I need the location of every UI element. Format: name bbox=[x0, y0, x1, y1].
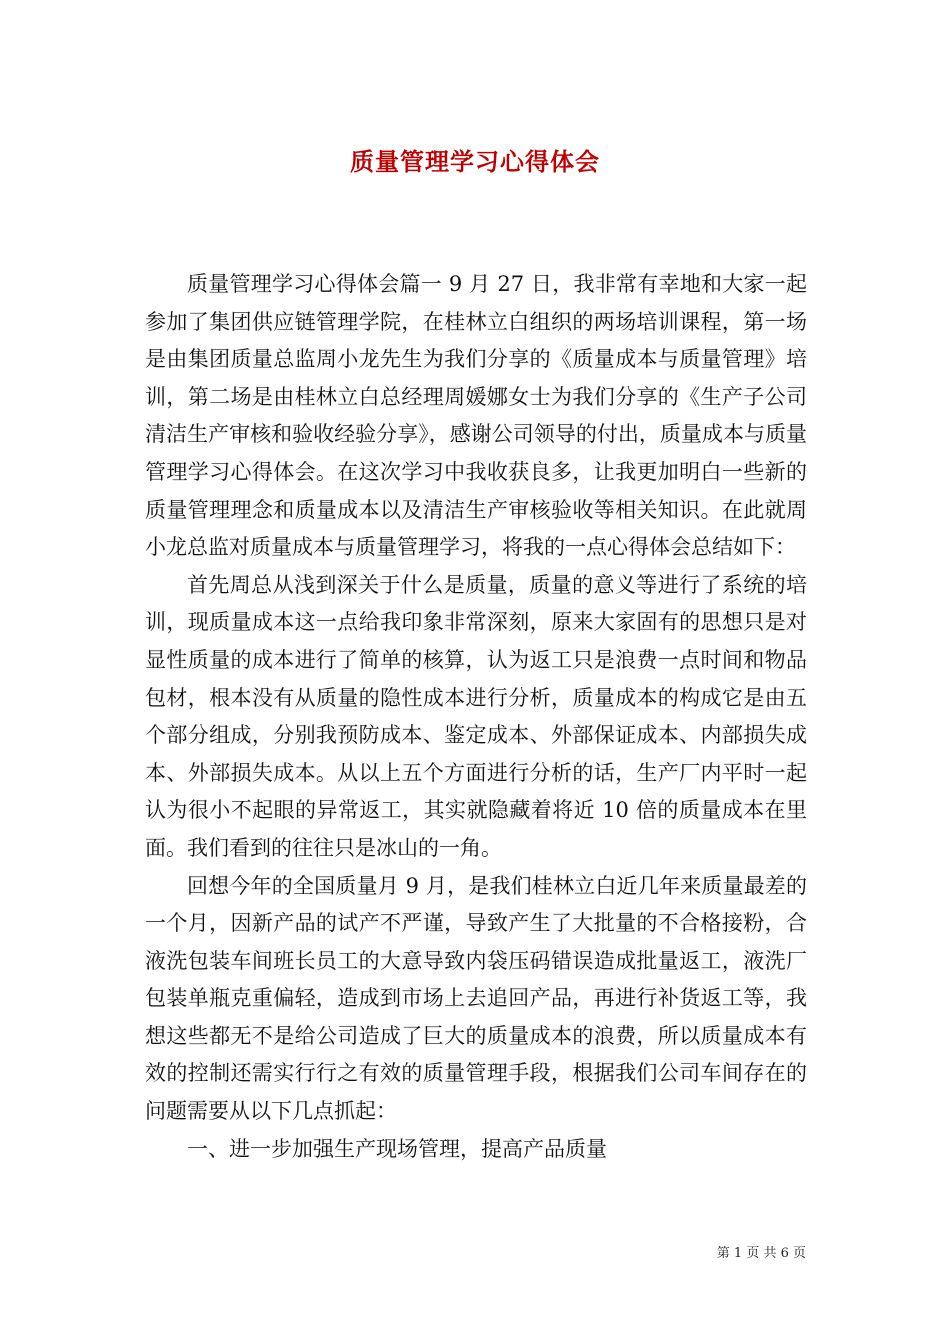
paragraph-1: 质量管理学习心得体会篇一 9 月 27 日，我非常有幸地和大家一起参加了集团供应链管理学院，在桂林立白组织的两场培训课程，第一场是由集团质量总监周小龙先生为我们分享的《质量成本与质量管理》培训，第二场是由桂林立白总经理周媛娜女士为我们分享的《生产子公司清洁生产审核和验收经验分享》，感谢公司领导的付出，质量成本与质量管理学习心得体会。在这次学习中我收获良多，让我更加明白一些新的质量管理理念和质量成本以及清洁生产审核验收等相关知识。在此就周小龙总监对质量成本与质量管理学习，将我的一点心得体会总结如下： bbox=[145, 272, 807, 560]
page-number: 第 1 页 共 6 页 bbox=[716, 1246, 806, 1261]
document-title: 质量管理学习心得体会 bbox=[350, 147, 600, 177]
document-body bbox=[145, 266, 807, 1168]
paragraph-3: 回想今年的全国质量月 9 月，是我们桂林立白近几年来质量最差的一个月，因新产品的试产不严谨，导致产生了大批量的不合格接粉，合液洗包装车间班长员工的大意导致内袋压码错误造成批量返工，液洗厂包装单瓶克重偏轻，造成到市场上去追回产品，再进行补货返工等，我想这些都无不是给公司造成了巨大的质量成本的浪费，所以质量成本有效的控制还需实行行之有效的质量管理手段，根据我们公司车间存在的问题需要从以下几点抓起： bbox=[145, 873, 807, 1124]
section-heading-1: 一、进一步加强生产现场管理，提高产品质量 bbox=[187, 1136, 607, 1161]
paragraph-2: 首先周总从浅到深关于什么是质量，质量的意义等进行了系统的培训，现质量成本这一点给我印象非常深刻，原来大家固有的思想只是对显性质量的成本进行了简单的核算，认为返工只是浪费一点时间和物品包材，根本没有从质量的隐性成本进行分析，质量成本的构成它是由五个部分组成，分别我预防成本、鉴定成本、外部保证成本、内部损失成本、外部损失成本。从以上五个方面进行分析的话，生产厂内平时一起认为很小不起眼的异常返工，其实就隐藏着将近 10 倍的质量成本在里面。我们看到的往往只是冰山的一角。 bbox=[145, 572, 807, 860]
